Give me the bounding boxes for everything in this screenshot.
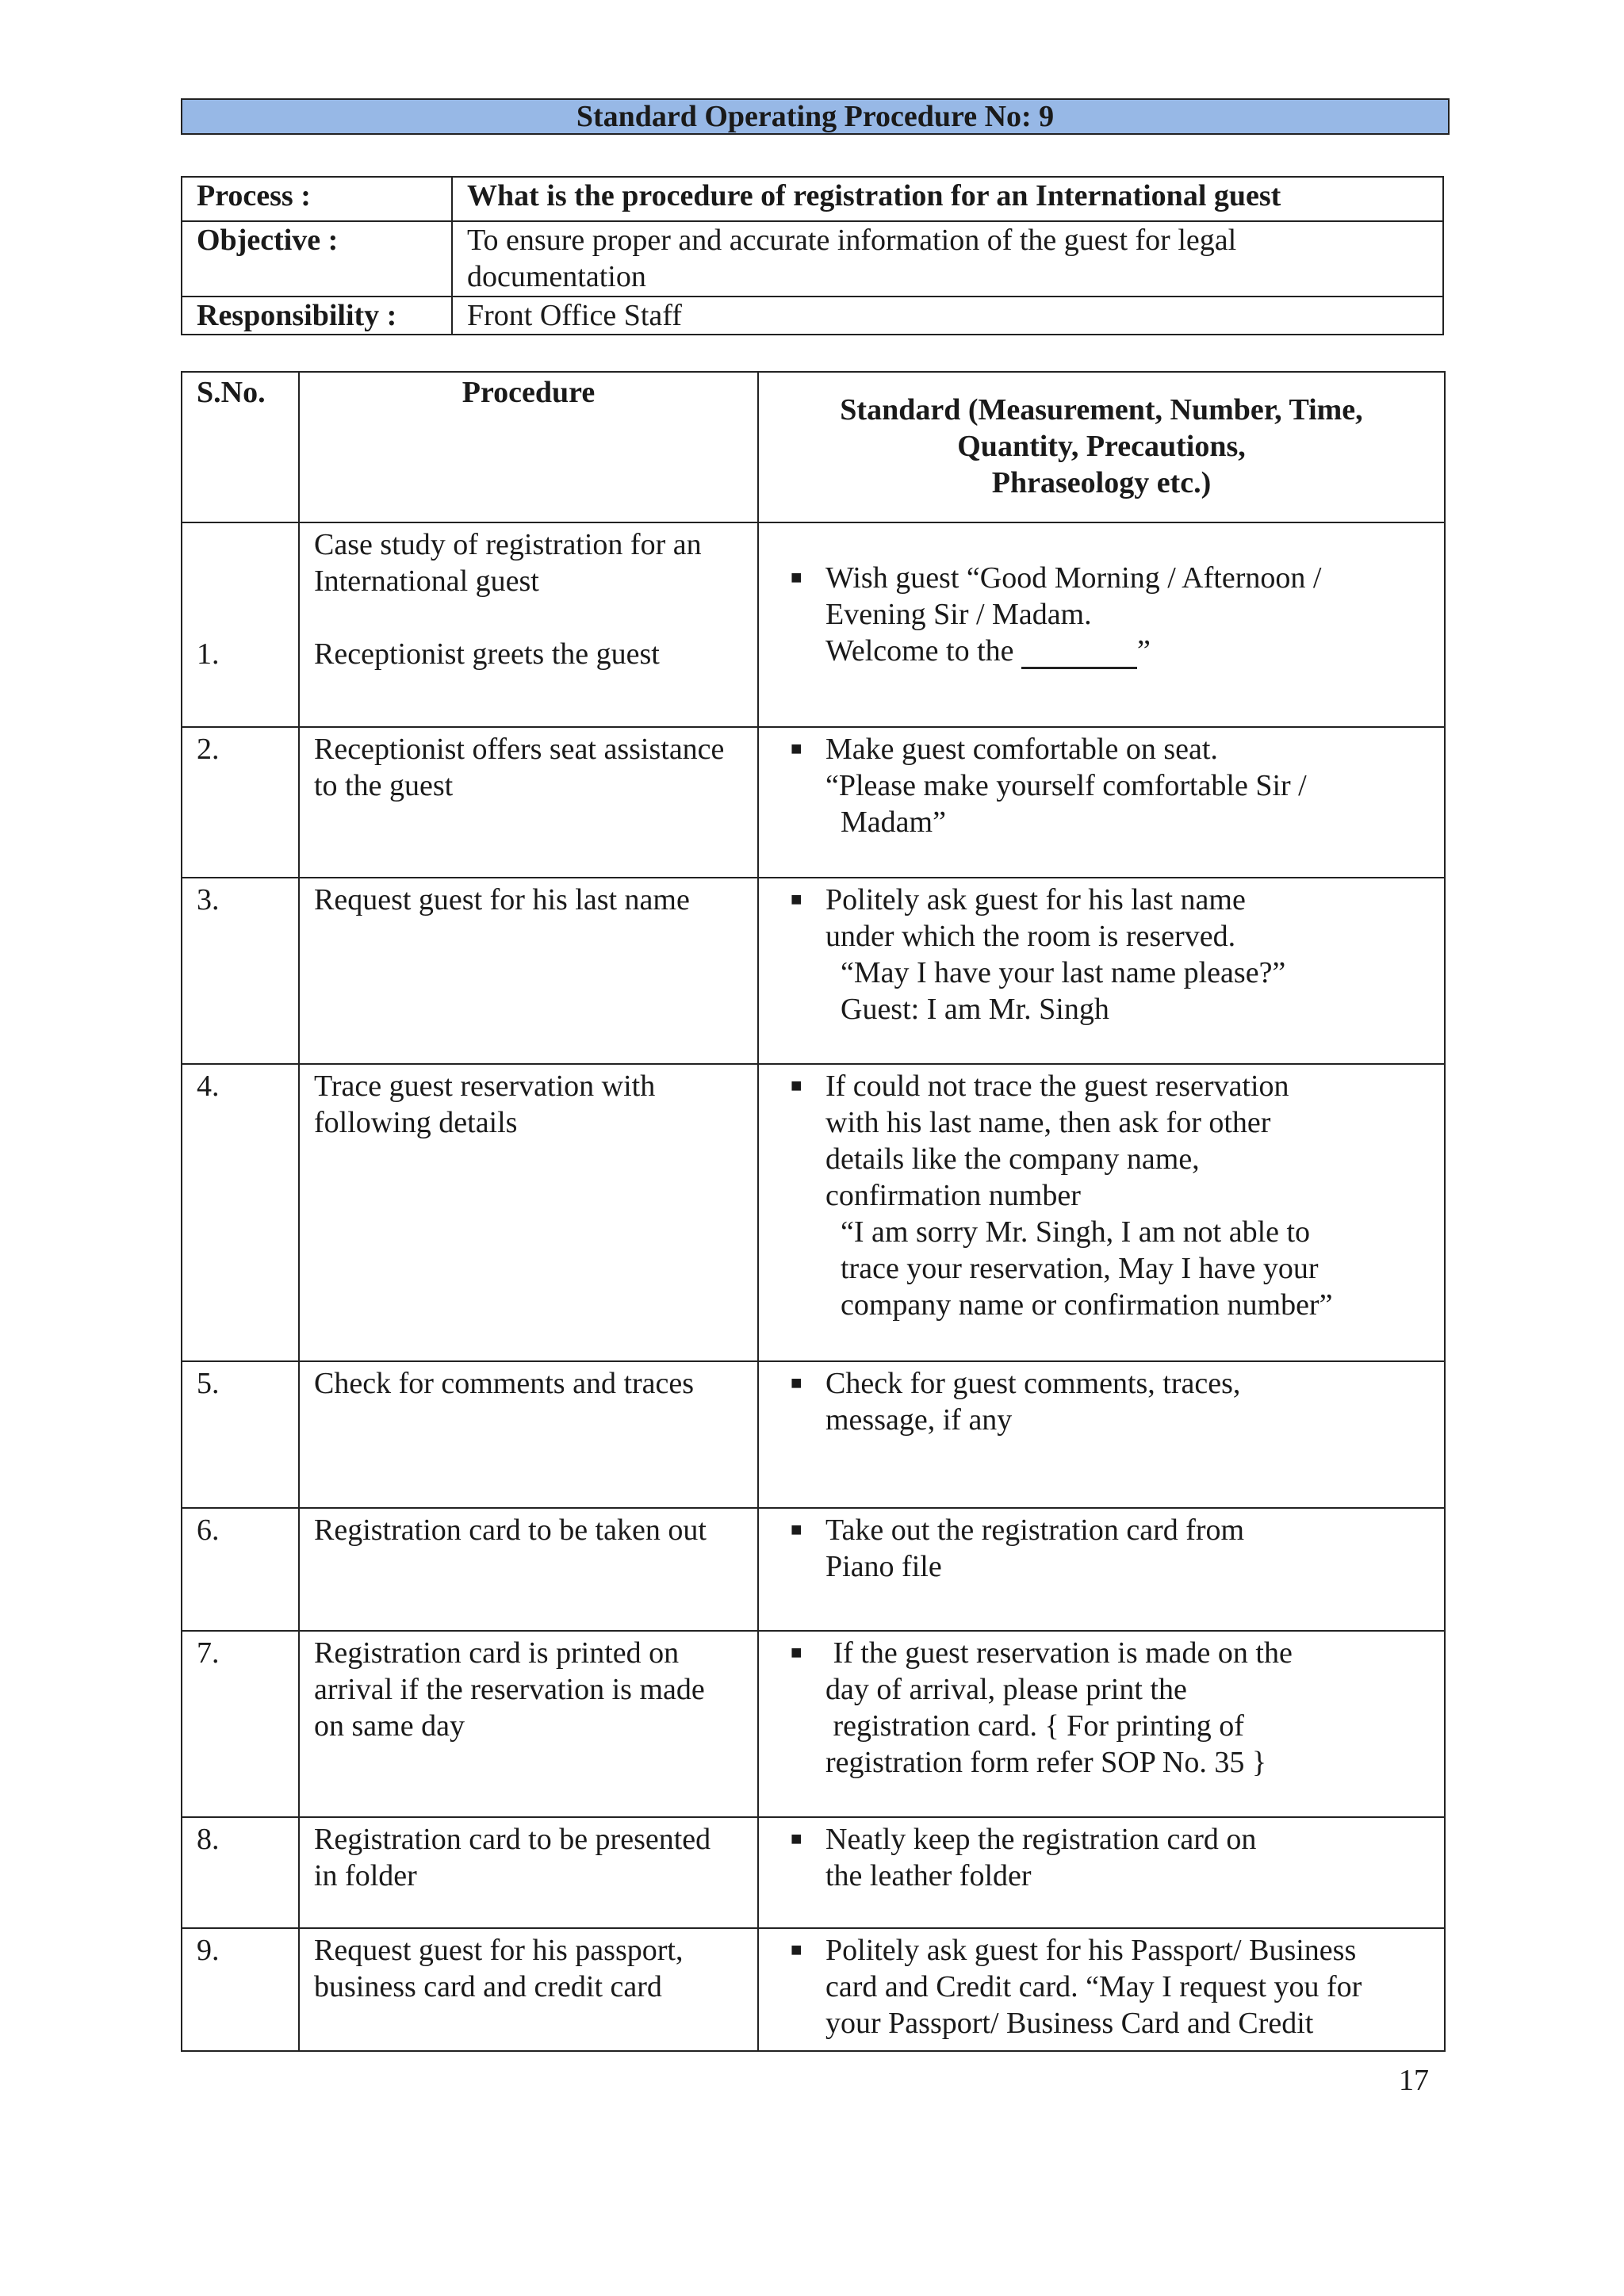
standard-line (773, 1671, 1430, 1708)
objective-value-line1: To ensure proper and accurate information of the guest for legal (467, 224, 1237, 257)
procedure-line: Receptionist offers seat assistance (314, 733, 725, 766)
procedure-table (181, 371, 1446, 2052)
bullet-icon: ■ (791, 1373, 802, 1394)
row-standard (758, 727, 1445, 878)
responsibility-row (182, 297, 1443, 335)
standard-text: “May I have your last name please?” (825, 956, 1286, 989)
standard-line (773, 1214, 1430, 1250)
row-procedure (299, 1928, 758, 2051)
procedure-line: Case study of registration for an (314, 528, 702, 561)
standard-line (773, 731, 1430, 767)
row-procedure (299, 522, 758, 727)
standard-text: Politely ask guest for his last name (825, 883, 1246, 916)
standard-text: card and Credit card. “May I request you for (825, 1970, 1362, 2003)
row-procedure (299, 1817, 758, 1928)
standard-text: registration form refer SOP No. 35 } (825, 1746, 1267, 1779)
standard-line (773, 918, 1430, 955)
standard-text: Guest: I am Mr. Singh (825, 993, 1109, 1026)
row-sno: 4. (182, 1064, 299, 1361)
row-sno: 5. (182, 1361, 299, 1508)
info-table (181, 176, 1444, 335)
standard-line (773, 1068, 1430, 1104)
row-standard (758, 1508, 1445, 1631)
row-standard (758, 1361, 1445, 1508)
standard-text: Piano file (825, 1550, 942, 1583)
row-standard (758, 878, 1445, 1064)
standard-text: details like the company name, (825, 1142, 1200, 1176)
process-value: What is the procedure of registration for an International guest (452, 177, 1443, 221)
standard-line (773, 1635, 1430, 1671)
table-row (182, 1064, 1445, 1361)
process-label: Process : (182, 177, 452, 221)
standard-line (773, 882, 1430, 918)
standard-text: Check for guest comments, traces, (825, 1367, 1241, 1400)
standard-text: Evening Sir / Madam. (825, 598, 1092, 631)
standard-text: Madam” (825, 806, 946, 839)
row-procedure (299, 1631, 758, 1817)
standard-text: If could not trace the guest reservation (825, 1070, 1289, 1103)
standard-line (773, 560, 1430, 596)
table-row (182, 1361, 1445, 1508)
procedure-line: in folder (314, 1859, 417, 1892)
bullet-icon: ■ (791, 1940, 802, 1961)
standard-text: message, if any (825, 1403, 1013, 1437)
procedure-line: following details (314, 1106, 518, 1139)
bullet-icon: ■ (791, 1643, 802, 1663)
row-procedure (299, 1064, 758, 1361)
standard-text: Wish guest “Good Morning / Afternoon / (825, 561, 1322, 595)
standard-line (773, 804, 1430, 840)
procedure-line: Request guest for his passport, (314, 1934, 684, 1967)
responsibility-value: Front Office Staff (452, 297, 1443, 335)
row-sno: 8. (182, 1817, 299, 1928)
procedure-line (314, 599, 743, 636)
row-procedure (299, 1361, 758, 1508)
standard-text: If the guest reservation is made on the (825, 1636, 1293, 1670)
row-standard (758, 1631, 1445, 1817)
procedure-line: Registration card is printed on (314, 1636, 680, 1670)
standard-line (773, 1287, 1430, 1323)
table-row (182, 727, 1445, 878)
row-sno: 1. (182, 522, 299, 727)
row-sno: 7. (182, 1631, 299, 1817)
standard-line (773, 1104, 1430, 1141)
standard-text: under which the room is reserved. (825, 920, 1236, 953)
standard-line (773, 1858, 1430, 1894)
bullet-icon: ■ (791, 1829, 802, 1850)
standard-text: Politely ask guest for his Passport/ Business (825, 1934, 1357, 1967)
row-standard (758, 522, 1445, 727)
standard-text: the leather folder (825, 1859, 1032, 1892)
standard-line (773, 1744, 1430, 1781)
standard-text: Neatly keep the registration card on (825, 1823, 1257, 1856)
procedure-line: on same day (314, 1709, 465, 1743)
row-standard (758, 1064, 1445, 1361)
fill-in-blank (1021, 640, 1137, 669)
standard-text: trace your reservation, May I have your (825, 1252, 1319, 1285)
standard-text: company name or confirmation number” (825, 1288, 1333, 1322)
standard-text: Take out the registration card from (825, 1513, 1245, 1547)
row-sno: 2. (182, 727, 299, 878)
bullet-icon: ■ (791, 739, 802, 760)
standard-line (773, 1548, 1430, 1585)
procedure-line: to the guest (314, 769, 454, 802)
table-row (182, 878, 1445, 1064)
procedure-line: arrival if the reservation is made (314, 1673, 705, 1706)
standard-header-line2: Quantity, Precautions, (957, 430, 1246, 463)
objective-value-line2: documentation (467, 260, 646, 293)
standard-text: your Passport/ Business Card and Credit (825, 2007, 1314, 2040)
row-procedure (299, 878, 758, 1064)
standard-text-end: ” (1137, 634, 1151, 668)
page-number: 17 (1399, 2064, 1429, 2097)
procedure-line: Request guest for his last name (314, 883, 690, 916)
standard-header-line1: Standard (Measurement, Number, Time, (840, 393, 1363, 427)
responsibility-label: Responsibility : (182, 297, 452, 335)
row-sno: 6. (182, 1508, 299, 1631)
standard-line (773, 1365, 1430, 1402)
table-row (182, 522, 1445, 727)
row-procedure (299, 727, 758, 878)
standard-line (773, 955, 1430, 991)
standard-line (773, 767, 1430, 804)
standard-line (773, 1969, 1430, 2005)
row-sno: 3. (182, 878, 299, 1064)
procedure-line: Registration card to be presented (314, 1823, 711, 1856)
process-row (182, 177, 1443, 221)
table-row (182, 1508, 1445, 1631)
sop-title: Standard Operating Procedure No: 9 (181, 98, 1450, 135)
standard-text: registration card. { For printing of (825, 1709, 1244, 1743)
standard-header (758, 372, 1445, 522)
procedure-line: Registration card to be taken out (314, 1513, 707, 1547)
procedure-line: Receptionist greets the guest (314, 637, 660, 671)
procedure-header: Procedure (299, 372, 758, 522)
standard-line (773, 1402, 1430, 1438)
standard-header-line3: Phraseology etc.) (991, 466, 1212, 499)
standard-line (773, 1708, 1430, 1744)
procedure-line: Check for comments and traces (314, 1367, 695, 1400)
table-row (182, 1631, 1445, 1817)
procedure-line: Trace guest reservation with (314, 1070, 656, 1103)
standard-line (773, 596, 1430, 633)
standard-line (773, 2005, 1430, 2042)
bullet-icon: ■ (791, 1076, 802, 1096)
table-row (182, 1817, 1445, 1928)
standard-text: day of arrival, please print the (825, 1673, 1187, 1706)
standard-line (773, 1177, 1430, 1214)
objective-value (452, 221, 1443, 297)
standard-line (773, 991, 1430, 1027)
standard-text: Make guest comfortable on seat. (825, 733, 1218, 766)
standard-text: Welcome to the (825, 634, 1022, 668)
standard-line (773, 1250, 1430, 1287)
bullet-icon: ■ (791, 890, 802, 910)
standard-text: “Please make yourself comfortable Sir / (825, 769, 1307, 802)
row-procedure (299, 1508, 758, 1631)
procedure-line: International guest (314, 564, 539, 598)
standard-text: confirmation number (825, 1179, 1081, 1212)
standard-line (773, 1512, 1430, 1548)
bullet-icon: ■ (791, 568, 802, 588)
row-standard (758, 1928, 1445, 2051)
standard-line (773, 1141, 1430, 1177)
table-row (182, 1928, 1445, 2051)
procedure-table-header (182, 372, 1445, 522)
row-sno: 9. (182, 1928, 299, 2051)
standard-line (773, 1821, 1430, 1858)
standard-line (773, 633, 1430, 669)
bullet-icon: ■ (791, 1520, 802, 1540)
standard-line (773, 1932, 1430, 1969)
standard-text: “I am sorry Mr. Singh, I am not able to (825, 1215, 1311, 1249)
procedure-line: business card and credit card (314, 1970, 662, 2003)
objective-label: Objective : (182, 221, 452, 297)
sno-header: S.No. (182, 372, 299, 522)
standard-text: with his last name, then ask for other (825, 1106, 1271, 1139)
row-standard (758, 1817, 1445, 1928)
objective-row (182, 221, 1443, 297)
